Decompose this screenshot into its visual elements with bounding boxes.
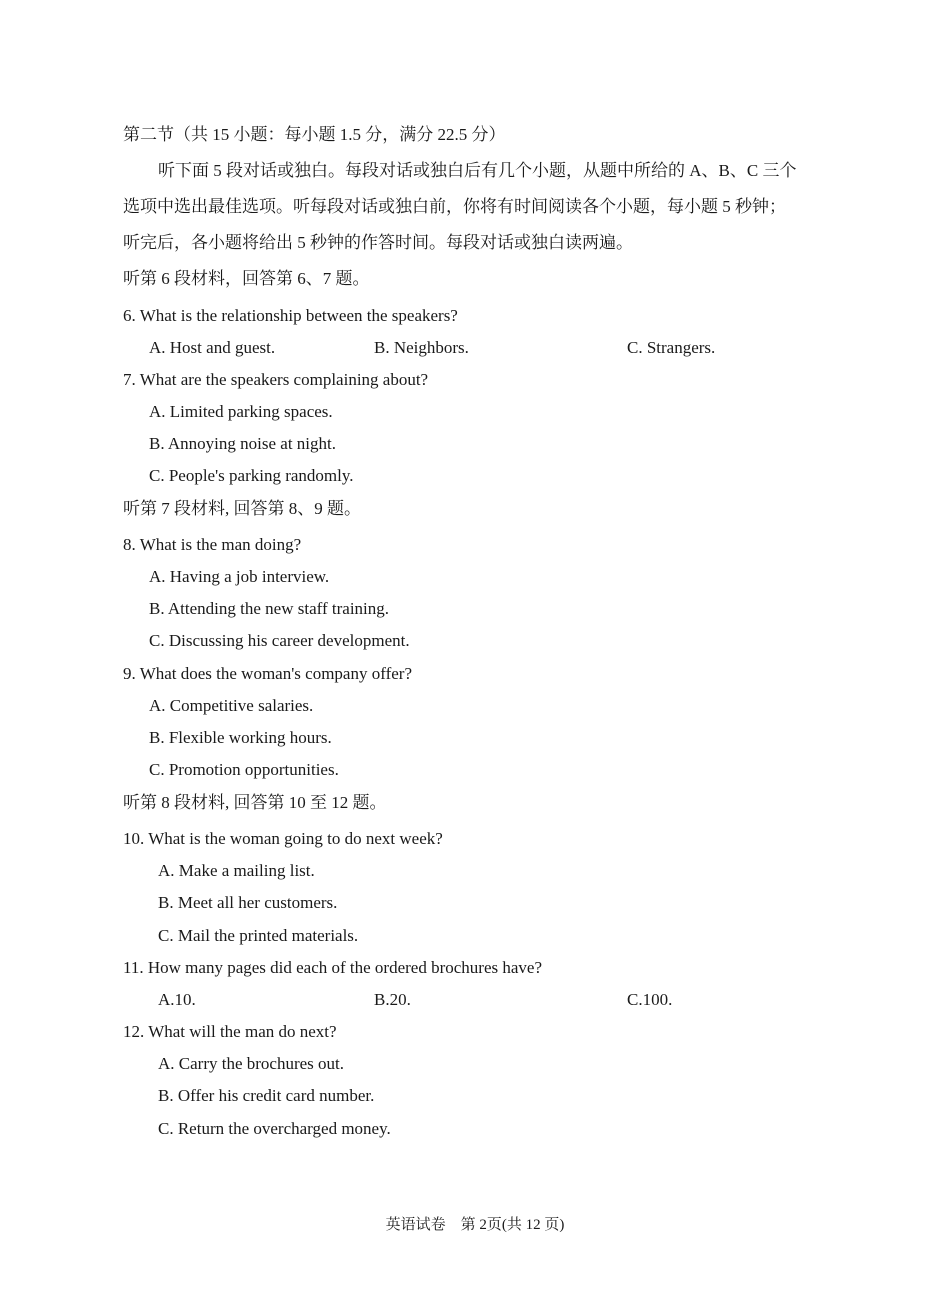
question-stem-8: 8. What is the man doing? <box>123 535 302 554</box>
question-12-option-c: C. Return the overcharged money. <box>158 1119 391 1138</box>
question-10-option-b: B. Meet all her customers. <box>158 893 338 912</box>
question-10-option-c: C. Mail the printed materials. <box>158 926 359 945</box>
question-6-option-c: C. Strangers. <box>627 338 716 357</box>
question-10-option-a: A. Make a mailing list. <box>158 861 315 880</box>
question-9-option-b: B. Flexible working hours. <box>149 728 332 747</box>
passage-label-8: 听第 8 段材料, 回答第 10 至 12 题。 <box>123 793 387 812</box>
question-7-option-c: C. People's parking randomly. <box>149 466 354 485</box>
instruction-line-2: 选项中选出最佳选项。听每段对话或独白前，你将有时间阅读各个小题，每小题 5 秒钟； <box>123 197 786 216</box>
question-stem-9: 9. What does the woman's company offer? <box>123 664 412 683</box>
question-9-option-a: A. Competitive salaries. <box>149 696 314 715</box>
question-8-option-a: A. Having a job interview. <box>149 567 330 586</box>
question-11-option-a: A.10. <box>158 990 196 1009</box>
question-6-option-a: A. Host and guest. <box>149 338 276 357</box>
section-title: 第二节（共 15 小题：每小题 1.5 分，满分 22.5 分） <box>123 125 506 144</box>
question-11-option-c: C.100. <box>627 990 673 1009</box>
question-stem-6: 6. What is the relationship between the speakers? <box>123 306 458 325</box>
question-stem-11: 11. How many pages did each of the ordered brochures have? <box>123 958 543 977</box>
question-stem-10: 10. What is the woman going to do next week? <box>123 829 443 848</box>
question-8-option-c: C. Discussing his career development. <box>149 631 410 650</box>
page-footer: 英语试卷 第 2页(共 12 页) <box>385 1217 565 1233</box>
question-6-option-b: B. Neighbors. <box>374 338 469 357</box>
passage-label-6: 听第 6 段材料，回答第 6、7 题。 <box>123 269 370 288</box>
question-8-option-b: B. Attending the new staff training. <box>149 599 390 618</box>
instruction-line-1: 听下面 5 段对话或独白。每段对话或独白后有几个小题，从题中所给的 A、B、C 三个 <box>158 161 797 180</box>
question-stem-12: 12. What will the man do next? <box>123 1022 337 1041</box>
question-12-option-a: A. Carry the brochures out. <box>158 1054 345 1073</box>
question-9-option-c: C. Promotion opportunities. <box>149 760 339 779</box>
question-7-option-a: A. Limited parking spaces. <box>149 402 333 421</box>
question-11-option-b: B.20. <box>374 990 411 1009</box>
question-7-option-b: B. Annoying noise at night. <box>149 434 336 453</box>
instruction-line-3: 听完后，各小题将给出 5 秒钟的作答时间。每段对话或独白读两遍。 <box>123 233 633 252</box>
question-stem-7: 7. What are the speakers complaining about? <box>123 370 429 389</box>
question-12-option-b: B. Offer his credit card number. <box>158 1086 375 1105</box>
passage-label-7: 听第 7 段材料, 回答第 8、9 题。 <box>123 499 361 518</box>
